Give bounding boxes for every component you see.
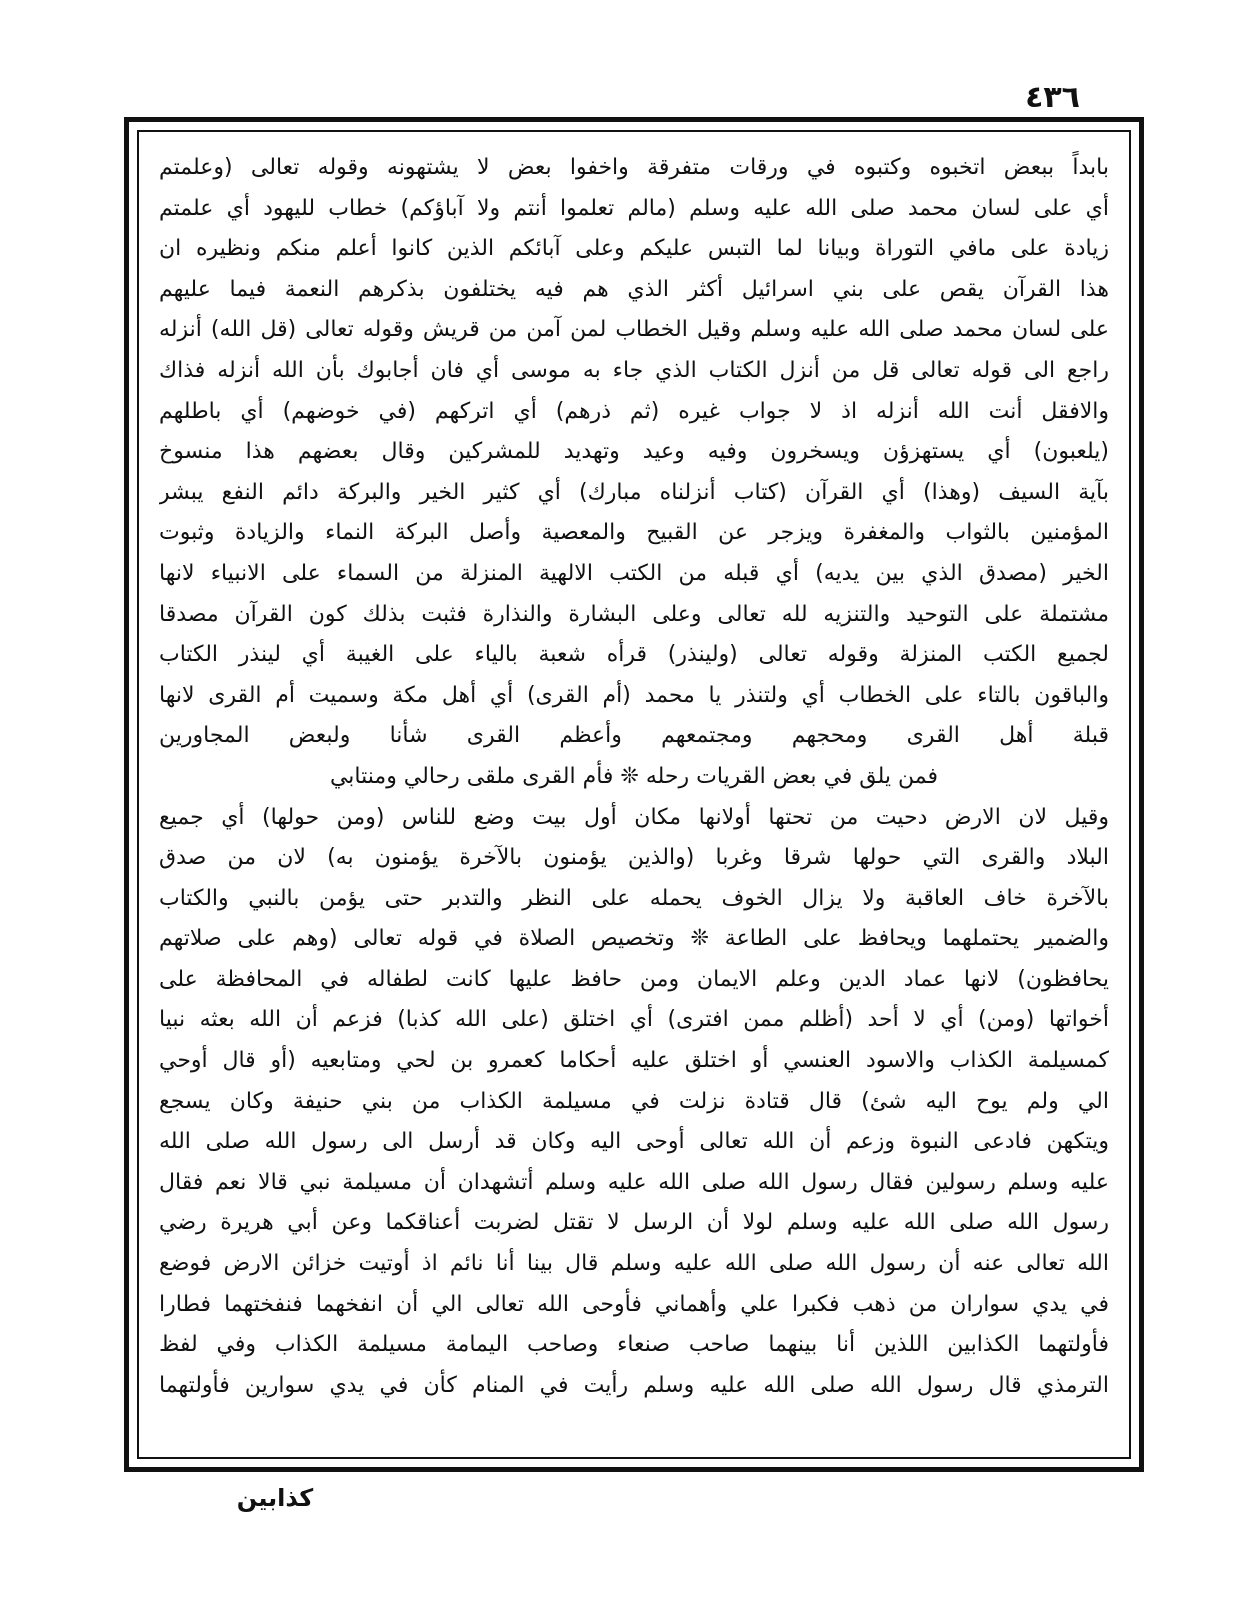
page-border [124,117,1144,1472]
text-line: كمسيلمة الكذاب والاسود العنسي أو اختلق عليه أحكاما كعمرو بن لحي ومتابعيه (أو قال أوحي [159,1048,1109,1074]
text-line: بابداً ببعض اتخبوه وكتبوه في ورقات متفرقة واخفوا بعض لا يشتهونه وقوله تعالى (وعلمتم [159,155,1109,180]
text-line: وقيل لان الارض دحيت من تحتها أولانها مكان أول بيت وضع للناس (ومن حولها) أي جميع [159,804,1109,830]
text-line: في يدي سواران من ذهب فكبرا علي وأهماني فأوحى الله تعالى الي أن انفخهما فنفختهما فطارا [159,1291,1109,1317]
text-line: المؤمنين بالثواب والمغفرة ويزجر عن القبيح والمعصية وأصل البركة النماء والزيادة وثبوت [159,520,1109,546]
page-number: ٤٣٦ [1025,80,1080,115]
text-line: البلاد والقرى التي حولها شرقا وغربا (والذين يؤمنون بالآخرة يؤمنون به) لان من صدق [159,845,1109,871]
text-line: هذا القرآن يقص على بني اسرائيل أكثر الذي هم فيه يختلفون بذكرهم النعمة فيما عليهم [159,276,1109,302]
text-line: مشتملة على التوحيد والتنزيه لله تعالى وعلى البشارة والنذارة فثبت بذلك كون القرآن مصدقا [159,601,1109,627]
text-line: فأولتهما الكذابين اللذين أنا بينهما صاحب صنعاء وصاحب اليمامة مسيلمة الكذاب وفي لفظ [159,1332,1109,1358]
text-body [159,148,1109,1406]
text-line: أخواتها (ومن) أي لا أحد (أظلم ممن افترى) أي اختلق (على الله كذبا) فزعم أن الله بعثه نبيا [159,1007,1109,1033]
text-line: رسول الله صلى الله عليه وسلم لولا أن الرسل لا تقتل لضربت أعناقكما وعن أبي هريرة رضي [159,1210,1109,1236]
text-line: راجع الى قوله تعالى قل من أنزل الكتاب الذي جاء به موسى أي فان أجابوك بأن الله أنزله فذاك [159,357,1109,383]
text-line: بالآخرة خاف العاقبة ولا يزال الخوف يحمله على النظر والتدبر حتى يؤمن بالنبي والكتاب [159,885,1109,911]
text-line: بآية السيف (وهذا) أي القرآن (كتاب أنزلناه مبارك) أي كثير الخير والبركة دائم النفع يبشر [159,479,1109,505]
text-line: الخير (مصدق الذي بين يديه) أي قبله من الكتب الالهية المنزلة من السماء على الانبياء لانها [159,560,1109,586]
text-line: الله تعالى عنه أن رسول الله صلى الله عليه وسلم قال بينا أنا نائم اذ أوتيت خزائن الارض فوضع [159,1251,1109,1277]
page-border-inner [137,130,1131,1459]
text-line: ويتكهن فادعى النبوة وزعم أن الله تعالى أوحى اليه وكان قد أرسل الى رسول الله صلى الله [159,1129,1109,1155]
text-line: الترمذي قال رسول الله صلى الله عليه وسلم رأيت في المنام كأن في يدي سوارين فأولتهما [159,1372,1109,1398]
poetry-verse: فمن يلق في بعض القريات رحله ❊ فأم القرى ملقى رحالي ومنتابي [329,763,939,789]
text-line: قبلة أهل القرى ومحجهم ومجتمعهم وأعظم القرى شأنا ولبعض المجاورين [159,723,1109,749]
text-line: أي على لسان محمد صلى الله عليه وسلم (مالم تعلموا أنتم ولا آباؤكم) خطاب لليهود أي علمتم [159,195,1109,221]
text-line: يحافظون) لانها عماد الدين وعلم الايمان ومن حافظ عليها كانت لطفاله في المحافظة على [159,966,1109,992]
text-line: (يلعبون) أي يستهزؤن ويسخرون وفيه وعيد وتهديد للمشركين وقال بعضهم هذا منسوخ [159,439,1109,465]
text-line: عليه وسلم رسولين فقال رسول الله صلى الله عليه وسلم أتشهدان أن مسيلمة نبي قالا نعم فقال [159,1169,1109,1195]
text-line: لجميع الكتب المنزلة وقوله تعالى (ولينذر) قرأه شعبة بالياء على الغيبة أي لينذر الكتاب [159,642,1109,668]
text-line: والافقل أنت الله أنزله اذ لا جواب غيره (ثم ذرهم) أي اتركهم (في خوضهم) أي باطلهم [159,398,1109,424]
catchword: كذابين [236,1484,314,1512]
text-line: والباقون بالتاء على الخطاب أي ولتنذر يا محمد (أم القرى) أي أهل مكة وسميت أم القرى لانها [159,682,1109,708]
text-line: والضمير يحتملهما ويحافظ على الطاعة ❊ وتخصيص الصلاة في قوله تعالى (وهم على صلاتهم [159,926,1109,952]
text-line: زيادة على مافي التوراة وبيانا لما التبس عليكم وعلى آبائكم الذين كانوا أعلم منكم ونظيره ان [159,236,1109,262]
text-line: الي ولم يوح اليه شئ) قال قتادة نزلت في مسيلمة الكذاب من بني حنيفة وكان يسجع [159,1088,1109,1114]
text-line: على لسان محمد صلى الله عليه وسلم وقيل الخطاب لمن آمن من قريش وقوله تعالى (قل الله) أنزله [159,317,1109,343]
